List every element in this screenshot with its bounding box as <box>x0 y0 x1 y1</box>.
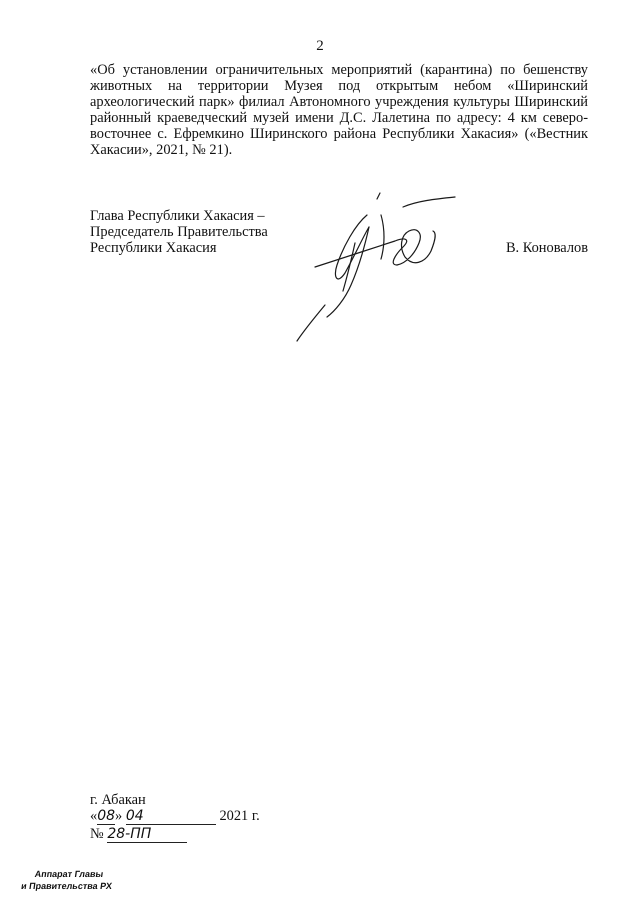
stamp-line-1: Аппарат Главы <box>34 869 104 879</box>
number-prefix: № <box>90 826 104 842</box>
place-of-issue: г. Абакан <box>90 792 146 808</box>
date-day: 08 <box>97 808 116 824</box>
date-year: 2021 г. <box>219 808 260 824</box>
signature-title-line-3: Республики Хакасия <box>90 240 217 256</box>
date-close-quote: » <box>115 808 123 824</box>
registration-stamp <box>20 868 114 892</box>
stamp-line-2: и Правительства РХ <box>20 881 113 891</box>
date-open-quote: « <box>90 808 98 824</box>
signature-title-line-1: Глава Республики Хакасия – <box>90 208 265 224</box>
date-month: 04 <box>126 808 216 825</box>
date-line <box>90 808 260 825</box>
document-number-line <box>90 826 187 843</box>
page-number: 2 <box>316 38 324 54</box>
handwritten-signature <box>285 185 465 345</box>
signer-name: В. Коновалов <box>505 240 588 256</box>
signature-title-line-2: Председатель Правительства <box>90 224 268 240</box>
signature-title-block <box>90 208 268 256</box>
document-body-text: «Об установлении ограничительных мероприятий (карантина) по бешенству животных на территории Музея под открытым небом «Ширинский археологический парк» филиал Автономного учреждения культуры Ширинский районный краеведческий музей имени Д.С. Лалетина по адресу: 4 км северо-восточнее с. Ефремкино Ширинского района Республики Хакасия» («Вестник Хакасии», 2021, № 21). <box>90 62 588 158</box>
document-number: 28-ПП <box>107 826 187 843</box>
